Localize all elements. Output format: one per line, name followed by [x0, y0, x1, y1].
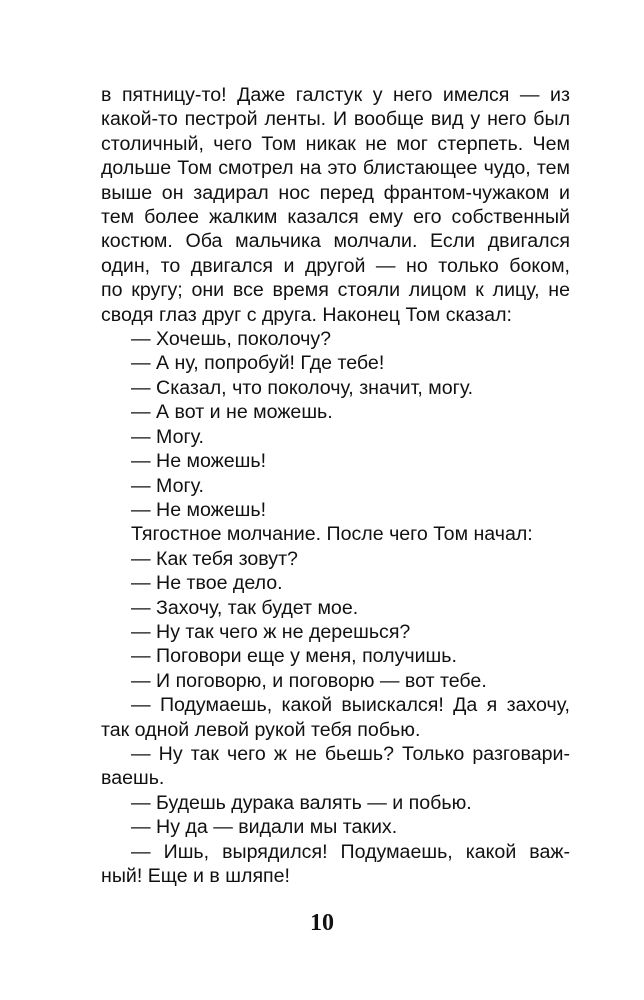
dialogue-line: — Не можешь! [131, 498, 267, 521]
dialogue-line: — А вот и не можешь. [131, 401, 333, 424]
dialogue-line: — Хочешь, поколочу? [131, 328, 332, 351]
dialogue-line: так одной левой рукой тебя побью. [101, 718, 421, 741]
text-line: тем более жалким казался ему его собственный [101, 206, 570, 229]
text-line: сводя глаз друг с друга. Наконец Том сказал: [101, 303, 512, 326]
dialogue-line: — Поговори еще у меня, получишь. [131, 645, 457, 668]
text-line: какой-то пестрой ленты. И вообще вид у него был [101, 108, 570, 131]
page-number: 10 [310, 910, 334, 936]
dialogue-line: — Ну так чего ж не бьешь? Только разговари- [131, 742, 570, 765]
dialogue-line: — А ну, попробуй! Где тебе! [131, 352, 385, 375]
dialogue-line: — Не можешь! [131, 450, 267, 473]
dialogue-line: ный! Еще и в шляпе! [101, 865, 291, 887]
dialogue-line: — Захочу, так будет мое. [131, 596, 359, 619]
dialogue-line: — Подумаешь, какой выискался! Да я захочу, [131, 694, 570, 717]
dialogue-line: — Ну так чего ж не дерешься? [131, 620, 411, 643]
dialogue-line: — Могу. [131, 425, 204, 448]
dialogue-line: — Могу. [131, 474, 204, 497]
dialogue-line: — И поговорю, и поговорю — вот тебе. [131, 669, 487, 692]
dialogue-line: — Как тебя зовут? [131, 547, 298, 570]
dialogue-line: — Ну да — видали мы таких. [131, 816, 398, 839]
dialogue-line: — Будешь дурака валять — и побью. [131, 791, 472, 814]
dialogue-line: — Ишь, вырядился! Подумаешь, какой важ- [131, 840, 570, 863]
dialogue-line: — Не твое дело. [131, 572, 283, 595]
dialogue-line: ваешь. [101, 767, 165, 790]
text-line: столичный, чего Том никак не мог стерпеть. Чем [101, 132, 570, 155]
text-line: по кругу; они все время стояли лицом к лицу, не [101, 279, 570, 302]
dialogue-line: — Сказал, что поколочу, значит, могу. [131, 376, 474, 399]
narration-line: Тягостное молчание. После чего Том начал: [131, 523, 533, 546]
text-line: выше он задирал нос перед франтом-чужаком и [101, 181, 570, 204]
text-line: один, то двигался и другой — но только боком, [101, 254, 570, 277]
text-line: костюм. Оба мальчика молчали. Если двигался [101, 230, 570, 253]
text-line: дольше Том смотрел на это блистающее чудо, тем [101, 157, 570, 180]
body-text [101, 83, 570, 888]
text-line: в пятницу-то! Даже галстук у него имелся — из [101, 84, 570, 106]
